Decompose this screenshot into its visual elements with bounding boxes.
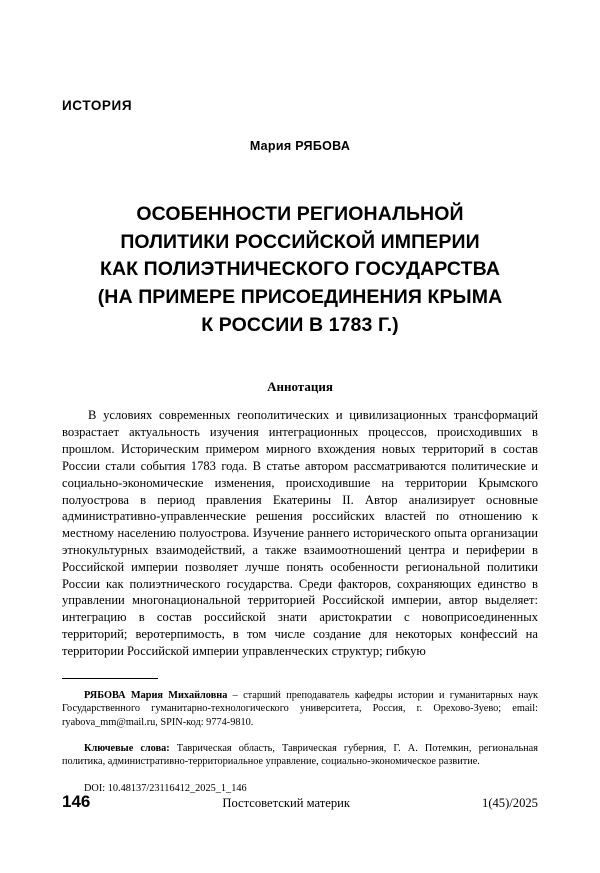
abstract-text: В условиях современных геополитических и цивилизационных трансформаций возрастает актуальность изучения интеграционных процессов, происходивших в прошлом. Историческим примером мирного вхождения новых территорий в состав России стали события 1783 года. В статье автором рассматриваются политические и социально-экономические изменения, происходившие на территории Крымского полуострова в период правления Екатерины II. Автор анализирует основные административно-управленческие решения российских властей по отношению к местному населению полуострова. Изучение раннего исторического опыта организации этнокультурных взаимодействий, а также взаимоотношений центра и периферии в Российской империи позволяет лучше понять особенности региональной политики России как полиэтнического государства. Среди факторов, сохраняющих единство в управлении многонациональной территорией Российской империи, автор выделяет: интеграцию в состав российской знати аристократии с новоприсоединенных территорий; веротерпимость, в том числе создание для некоторых конфессий на территории Российской империи управленческих структур; гибкую (62, 408, 538, 658)
article-author: Мария РЯБОВА (249, 139, 351, 153)
title-line-4: (НА ПРИМЕРЕ ПРИСОЕДИНЕНИЯ КРЫМА (97, 286, 503, 309)
doi-line: DOI: 10.48137/23116412_2025_1_146 (84, 783, 247, 795)
title-line-5: К РОССИИ В 1783 Г.) (201, 313, 399, 336)
footnote-divider (62, 678, 158, 679)
article-title (62, 201, 538, 339)
page-content (62, 0, 538, 794)
author-footnote (62, 689, 538, 730)
keywords-label: Ключевые слова: (84, 742, 170, 754)
page-number: 146 (62, 792, 91, 811)
section-label: ИСТОРИЯ (62, 98, 133, 113)
footnote-author-name: РЯБОВА Мария Михайловна (84, 689, 228, 701)
title-line-1: ОСОБЕННОСТИ РЕГИОНАЛЬНОЙ (136, 203, 464, 225)
footnote-author-details: – старший преподаватель кафедры истории и гуманитарных наук Государственного гуманитарно-технологического университета, Россия, г. Орехово-Зуево; email: ryabova_mm@mail.ru, SPIN-код: 9774-9810. (62, 689, 538, 728)
title-line-2: ПОЛИТИКИ РОССИЙСКОЙ ИМПЕРИИ (120, 230, 480, 253)
issue-number: 1(45)/2025 (482, 796, 538, 810)
title-line-3: КАК ПОЛИЭТНИЧЕСКОГО ГОСУДАРСТВА (99, 258, 501, 281)
page-footer (62, 792, 538, 812)
keywords-list: Таврическая область, Таврическая губерния, Г. А. Потемкин, региональная политика, административно-территориальное управление, социально-экономическое развитие. (62, 742, 538, 768)
journal-name: Постсоветский материк (222, 796, 351, 810)
abstract-heading: Аннотация (267, 379, 333, 395)
keywords-block (62, 742, 538, 769)
